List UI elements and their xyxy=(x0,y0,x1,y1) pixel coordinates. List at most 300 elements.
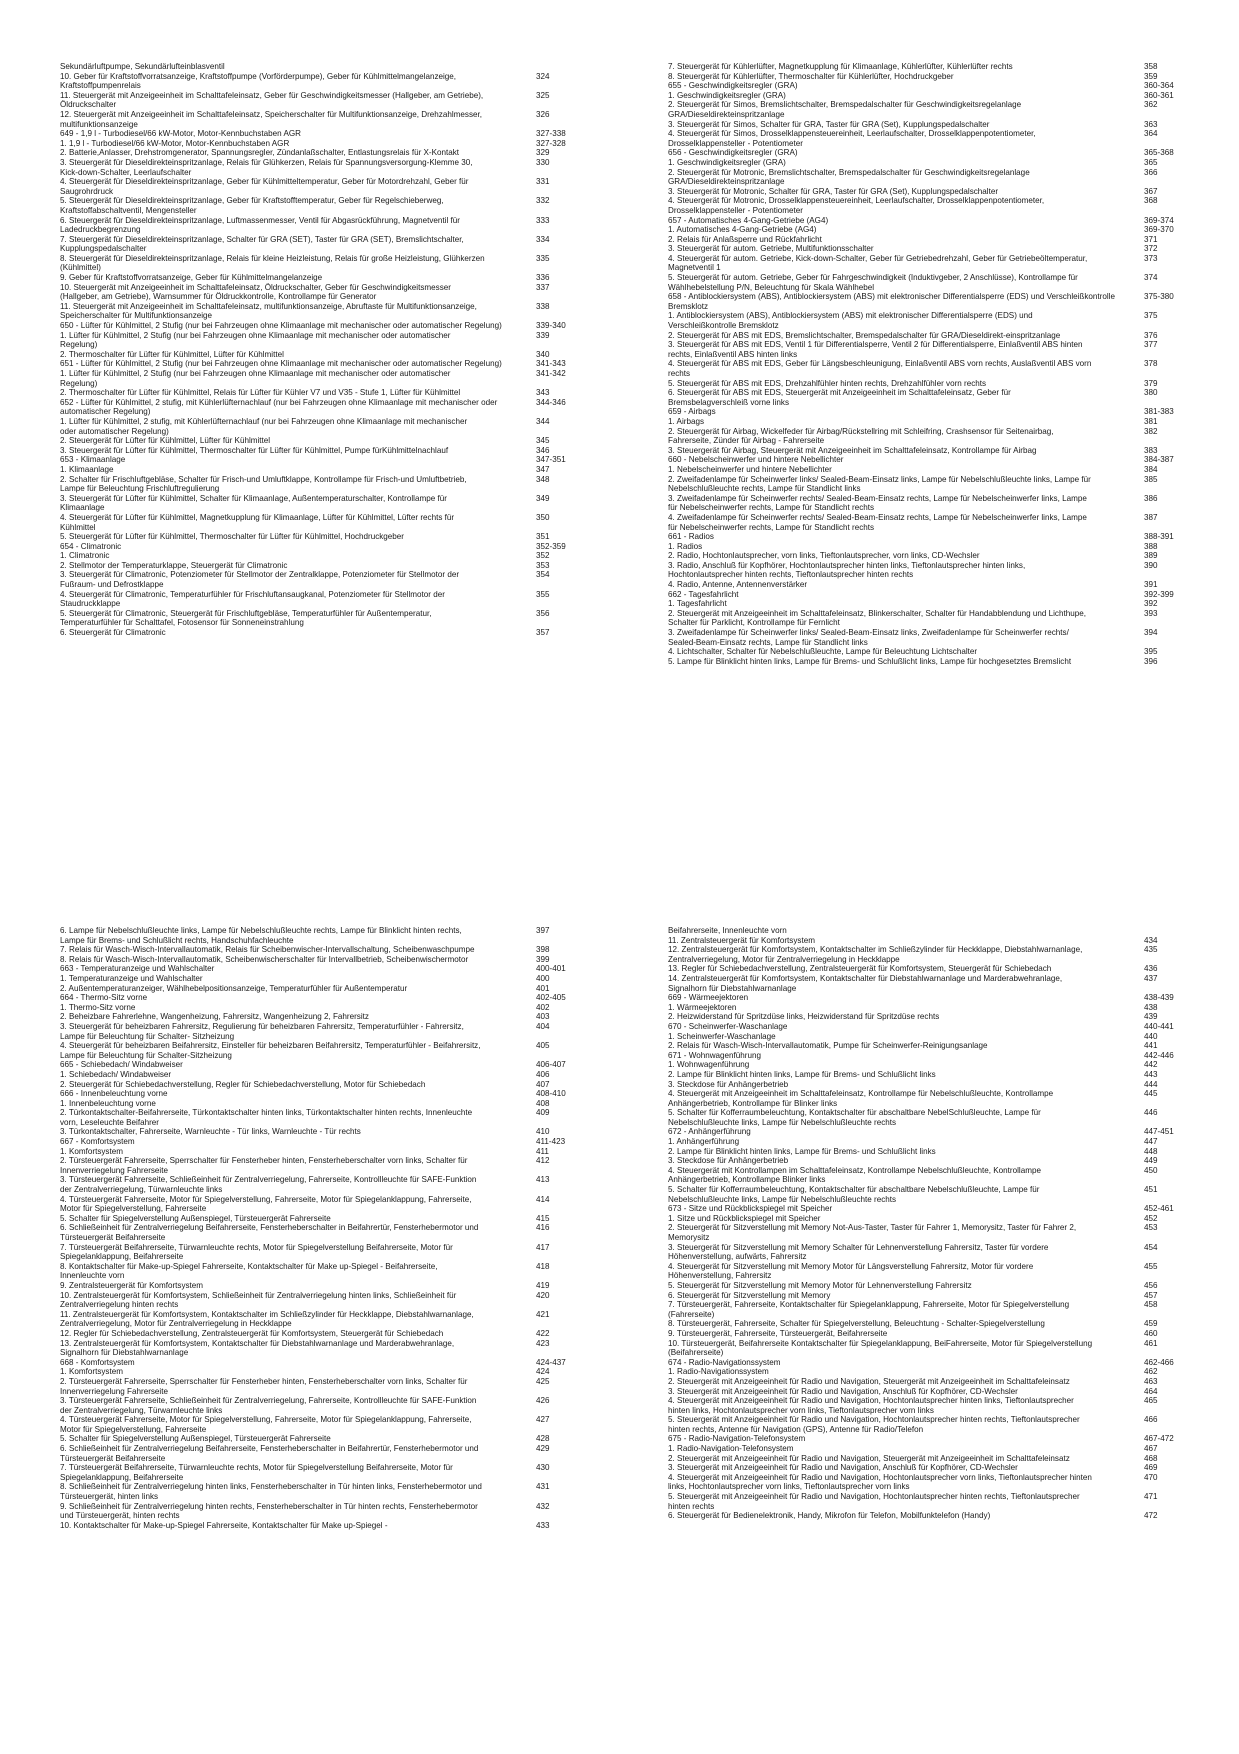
entry-title: 1. Scheinwerfer-Waschanlage xyxy=(668,1031,776,1041)
entry-title: 651 - Lüfter für Kühlmittel, 2 Stufig (nur bei Fahrzeugen ohne Klimaanlage mit mechanischer oder automatischer Regelung) xyxy=(60,359,502,369)
entry-page: 334 xyxy=(536,234,550,244)
index-entry xyxy=(60,532,550,542)
index-entry xyxy=(60,494,550,513)
entry-title: 1. Radio-Navigationssystem xyxy=(668,1367,769,1377)
index-entry xyxy=(668,1223,1158,1242)
entry-page: 341-342 xyxy=(536,369,566,378)
entry-title: 2. Heizwiderstand für Spritzdüse links, Heizwiderstand für Spritzdüse rechts xyxy=(668,1012,940,1022)
index-entry xyxy=(60,1195,550,1214)
entry-title: 4. Türsteuergerät Fahrerseite, Motor für Spiegelverstellung, Fahrerseite, Motor für Spiegelanklappung, Fahrerseite, Motor für Spiegelverstellung, Fahrerseite xyxy=(60,1194,472,1214)
index-entry xyxy=(668,1454,1158,1464)
entry-title: 3. Zweifadenlampe für Scheinwerfer links/ Sealed-Beam-Einsatz links, Zweifadenlampe für Scheinwerfer rechts/ Sealed-Beam-Einsatz rechts, Lampe für Standlicht links xyxy=(668,628,1069,647)
entry-title: 6. Schließeinheit für Zentralverriegelung Beifahrerseite, Fensterheberschalter in Beifahrertür, Fensterhebermotor und Türsteuergerät Beifahrerseite xyxy=(60,1223,479,1242)
index-entry xyxy=(668,1041,1158,1051)
entry-title: 653 - Klimaanlage xyxy=(60,455,126,465)
index-entry xyxy=(60,1108,550,1127)
entry-page: 335 xyxy=(536,253,550,263)
index-entry xyxy=(668,446,1158,456)
index-entry xyxy=(60,1415,550,1434)
entry-page: 422 xyxy=(536,1328,550,1338)
section-entry xyxy=(60,359,566,369)
entry-page: 347-351 xyxy=(536,455,566,465)
entry-title: 5. Schalter für Spiegelverstellung Außenspiegel, Türsteuergerät Fahrerseite xyxy=(60,1434,331,1444)
index-entry xyxy=(60,1339,550,1358)
entry-title: 1. Tagesfahrlicht xyxy=(668,599,727,609)
entry-page: 467 xyxy=(1144,1444,1158,1454)
entry-title: 2. Lampe für Blinklicht hinten links, Lampe für Brems- und Schlußlicht links xyxy=(668,1146,936,1156)
section-entry xyxy=(668,292,1174,311)
index-entry xyxy=(60,1012,550,1022)
entry-title: 5. Schalter für Kofferraumbeleuchtung, Kontaktschalter für abschaltbare Nebelschlußleuchte, Lampe für Nebelschlußleuchte links, Lampe für Nebelschlußleuchte rechts xyxy=(668,1185,1040,1204)
entry-page: 391 xyxy=(1144,580,1158,590)
section-entry xyxy=(668,532,1174,542)
entry-page: 329 xyxy=(536,148,550,158)
entry-page: 406-407 xyxy=(536,1060,566,1070)
entry-page: 346 xyxy=(536,445,550,455)
entry-title: 2. Thermoschalter für Lüfter für Kühlmittel, Lüfter für Kühlmittel xyxy=(60,349,284,359)
entry-page: 439 xyxy=(1144,1012,1158,1022)
entry-page: 424 xyxy=(536,1367,550,1377)
index-entry xyxy=(668,1300,1158,1319)
section-entry xyxy=(60,1060,566,1070)
entry-page: 472 xyxy=(1144,1511,1158,1521)
entry-page: 413 xyxy=(536,1175,550,1185)
entry-page: 408 xyxy=(536,1098,550,1108)
index-entry xyxy=(668,187,1158,197)
entry-title: 7. Steuergerät für Kühlerlüfter, Magnetkupplung für Klimaanlage, Kühlerlüfter, Kühlerlüfter rechts xyxy=(668,62,1013,71)
entry-page: 440-441 xyxy=(1144,1021,1174,1031)
entry-page: 411 xyxy=(536,1146,549,1156)
entry-page: 457 xyxy=(1144,1290,1158,1300)
entry-title: 4. Steuergerät für Climatronic, Temperaturfühler für Frischluftansaugkanal, Potenziometer für Stellmotor der Staudruckklappe xyxy=(60,589,445,609)
entry-page: 348 xyxy=(536,474,550,484)
entry-page: 450 xyxy=(1144,1165,1158,1175)
entry-page: 378 xyxy=(1144,359,1158,369)
entry-page: 427 xyxy=(536,1415,550,1425)
entry-title: 664 - Thermo-Sitz vorne xyxy=(60,993,148,1003)
index-entry xyxy=(668,100,1158,119)
entry-page: 381-383 xyxy=(1144,407,1174,417)
entry-title: 11. Steuergerät mit Anzeigeeinheit im Schalttafeleinsatz, Geber für Geschwindigkeitsmesser (Hallgeber, am Getriebe), Öldruckschalter xyxy=(60,90,484,110)
entry-page: 383 xyxy=(1144,445,1158,455)
entry-page: 463 xyxy=(1144,1376,1158,1386)
index-entry xyxy=(668,90,1174,101)
entry-title: 2. Batterie,Anlasser, Drehstromgenerator, Spannungsregler, Zündanlaßschalter, Entlastungsrelais für X-Kontakt xyxy=(60,148,460,158)
entry-title: Beifahrerseite, Innenleuchte vorn xyxy=(668,926,787,935)
entry-title: 9. Geber für Kraftstoffvorratsanzeige, Geber für Kühlmittelmangelanzeige xyxy=(60,273,323,283)
index-entry xyxy=(60,1310,550,1329)
entry-page: 471 xyxy=(1144,1492,1158,1502)
index-entry xyxy=(668,1080,1158,1090)
index-entry xyxy=(60,570,550,589)
entry-title: 2. Außentemperaturanzeiger, Wählhebelpositionsanzeige, Temperaturfühler für Außentemperatur xyxy=(60,983,408,993)
entry-page: 425 xyxy=(536,1376,550,1386)
entry-title: 3. Steckdose für Anhängerbetrieb xyxy=(668,1079,789,1089)
entry-page: 396 xyxy=(1144,656,1158,666)
entry-title: 671 - Wohnwagenführung xyxy=(668,1050,761,1060)
entry-title: 1. Komfortsystem xyxy=(60,1367,123,1377)
entry-page: 418 xyxy=(536,1261,550,1271)
entry-page: 336 xyxy=(536,273,550,283)
entry-title: 1. Wohnwagenführung xyxy=(668,1060,750,1070)
entry-page: 460 xyxy=(1144,1328,1158,1338)
entry-page: 350 xyxy=(536,512,550,522)
entry-title: 5. Steuergerät für Sitzverstellung mit Memory Motor für Lehnenverstellung Fahrersitz xyxy=(668,1280,972,1290)
entry-title: 1. 1,9 l - Turbodiesel/66 kW-Motor, Motor-Kennbuchstaben AGR xyxy=(60,138,290,148)
index-entry xyxy=(60,1214,550,1224)
entry-title: 3. Steuergerät für Airbag, Steuergerät mit Anzeigeeinheit im Schalttafeleinsatz, Kontrollampe für Airbag xyxy=(668,445,1037,455)
entry-page: 429 xyxy=(536,1444,550,1454)
entry-title: 2. Beheizbare Fahrerlehne, Wangenheizung, Fahrersitz, Wangenheizung 2, Fahrersitz xyxy=(60,1012,369,1022)
section-entry xyxy=(60,1089,566,1099)
entry-title: 6. Lampe für Nebelschlußleuchte links, Lampe für Nebelschlußleuchte rechts, Lampe für Blinklicht hinten rechts, Lampe für Brems- und Schlußlicht rechts, Handschuhfachleuchte xyxy=(60,926,462,945)
index-entry xyxy=(668,427,1158,446)
section-entry xyxy=(668,455,1174,465)
entry-page: 368 xyxy=(1144,196,1158,206)
index-entry xyxy=(668,551,1158,561)
index-entry xyxy=(668,1329,1158,1339)
entry-page: 415 xyxy=(536,1213,550,1223)
index-entry xyxy=(668,1415,1158,1434)
index-entry xyxy=(60,196,550,215)
entry-page: 325 xyxy=(536,90,550,100)
entry-title: 10. Zentralsteuergerät für Komfortsystem, Schließeinheit für Zentralverriegelung hinten links, Schließeinheit für Zentralverriegelung hinten rechts xyxy=(60,1290,457,1310)
section-entry xyxy=(668,148,1174,158)
entry-page: 341-343 xyxy=(536,359,566,369)
entry-title: 1. Nebelscheinwerfer und hintere Nebellichter xyxy=(668,464,832,474)
entry-title: 7. Türsteuergerät Beifahrerseite, Türwarnleuchte rechts, Motor für Spiegelverstellung Beifahrerseite, Motor für Spiegelanklappung, Beifahrerseite xyxy=(60,1242,453,1262)
index-entry xyxy=(60,1243,550,1262)
entry-title: 10. Geber für Kraftstoffvorratsanzeige, Kraftstoffpumpe (Vorförderpumpe), Geber für Kühlmittelmangelanzeige, Kraftstoffpumpenrelais xyxy=(60,71,457,91)
entry-title: 2. Steuergerät für ABS mit EDS, Bremslichtschalter, Bremspedalschalter für GRA/Dieseldirekt-einspritzanlage xyxy=(668,330,1061,340)
index-entry xyxy=(668,926,1158,936)
section-entry xyxy=(60,129,566,139)
index-entry xyxy=(668,254,1158,273)
entry-title: 6. Steuergerät für Sitzverstellung mit Memory xyxy=(668,1290,831,1300)
index-entry xyxy=(60,561,550,571)
entry-page: 466 xyxy=(1144,1415,1158,1425)
index-entry xyxy=(60,1175,550,1194)
entry-page: 470 xyxy=(1144,1472,1158,1482)
entry-page: 388-391 xyxy=(1144,532,1174,542)
index-entry xyxy=(60,283,550,302)
index-entry xyxy=(60,628,550,638)
entry-title: 3. Steuergerät für Climatronic, Potenziometer für Stellmotor der Zentralklappe, Potenziometer für Stellmotor der Fußraum- und Defrostklappe xyxy=(60,570,460,590)
entry-title: 2. Steuergerät für Motronic, Bremslichtschalter, Bremspedalschalter für Geschwindigkeitsregelanlage GRA/Dieseldirekteinspritzanlage xyxy=(668,167,1030,187)
entry-title: 10. Türsteuergerät, Beifahrerseite Kontaktschalter für Spiegelanklappung, BeiFahrerseite, Motor für Spiegelverstellung (Beifahrerseite) xyxy=(668,1338,1093,1358)
entry-page: 367 xyxy=(1144,186,1158,196)
entry-page: 388 xyxy=(1144,541,1158,551)
index-entry xyxy=(668,340,1158,359)
section-entry xyxy=(60,1357,566,1368)
entry-page: 399 xyxy=(536,954,550,964)
index-entry xyxy=(60,302,550,321)
entry-page: 375-380 xyxy=(1144,292,1174,302)
entry-page: 412 xyxy=(536,1156,550,1166)
index-entry xyxy=(60,1223,550,1242)
index-entry xyxy=(668,72,1158,82)
entry-page: 330 xyxy=(536,157,550,167)
index-entry xyxy=(60,1099,550,1109)
entry-page: 339 xyxy=(536,330,550,340)
entry-page: 387 xyxy=(1144,512,1158,522)
entry-title: 660 - Nebelscheinwerfer und hintere Nebellichter xyxy=(668,455,844,465)
entry-title: 673 - Sitze und Rückblickspiegel mit Speicher xyxy=(668,1204,833,1214)
entry-title: 7. Türsteuergerät, Fahrerseite, Kontaktschalter für Spiegelanklappung, Fahrerseite, Motor für Spiegelverstellung (Fahrerseite) xyxy=(668,1300,1070,1319)
index-entry xyxy=(60,609,550,628)
entry-page: 402-405 xyxy=(536,993,566,1003)
entry-title: 1. Thermo-Sitz vorne xyxy=(60,1002,136,1012)
entry-page: 402 xyxy=(536,1002,550,1012)
entry-page: 360-361 xyxy=(1144,90,1174,100)
index-entry xyxy=(668,1166,1158,1185)
entry-title: 3. Steuergerät für ABS mit EDS, Ventil 1 für Differentialsperre, Ventil 2 für Differentialsperre, Einlaßventil ABS hinten rechts, Einlaßventil ABS hinten links xyxy=(668,340,1083,359)
index-entry xyxy=(60,254,550,273)
index-entry xyxy=(60,1127,550,1137)
index-entry xyxy=(668,580,1158,590)
entry-page: 467-472 xyxy=(1144,1434,1174,1444)
entry-page: 419 xyxy=(536,1280,550,1290)
entry-page: 440 xyxy=(1144,1031,1158,1041)
index-entry xyxy=(668,1032,1158,1042)
entry-title: 4. Steuergerät für Motronic, Drosselklappensteuereinheit, Leerlaufschalter, Drosselklappenpotentiometer, Drosselklappensteller - Potentiometer xyxy=(668,196,1045,215)
index-entry xyxy=(668,417,1158,427)
entry-page: 420 xyxy=(536,1290,550,1300)
entry-title: 6. Steuergerät für Climatronic xyxy=(60,628,166,638)
entry-page: 356 xyxy=(536,608,550,618)
entry-title: 658 - Antiblockiersystem (ABS), Antiblockiersystem (ABS) mit elektronischer Differentialsperre (EDS) und Verschleißkontrolle Bremsklotz xyxy=(668,292,1115,311)
entry-page: 376 xyxy=(1144,330,1158,340)
index-entry xyxy=(668,1243,1158,1262)
index-entry xyxy=(60,216,550,235)
entry-page: 371 xyxy=(1144,234,1158,244)
entry-page: 397 xyxy=(536,926,550,935)
entry-title: 6. Steuergerät für ABS mit EDS, Steuergerät mit Anzeigeeinheit im Schalttafeleinsatz, Geber für Bremsbelagverschleiß vorne links xyxy=(668,388,1011,407)
section-entry xyxy=(60,397,566,417)
entry-title: 4. Steuergerät für beheizbaren Beifahrersitz, Einsteller für beheizbaren Beifahrersitz, Temperaturfühler - Beifahrersitz, Lampe für Beleuchtung für Schalter-Sitzheizung xyxy=(60,1041,481,1060)
entry-page: 327-338 xyxy=(536,129,566,139)
entry-title: 4. Zweifadenlampe für Scheinwerfer rechts/ Sealed-Beam-Einsatz rechts, Lampe für Nebelscheinwerfer links, Lampe für Nebelscheinwerfer rechts, Lampe für Standlicht rechts xyxy=(668,512,1087,532)
entry-page: 390 xyxy=(1144,560,1158,570)
index-entry xyxy=(668,1396,1158,1415)
entry-title: 5. Schalter für Kofferraumbeleuchtung, Kontaktschalter für abschaltbare NebelSchlußleuchte, Lampe für Nebelschlußleuchte links, Lampe für Nebelschlußleuchte rechts xyxy=(668,1108,1041,1127)
index-entry xyxy=(60,148,550,158)
entry-title: 3. Türsteuergerät Fahrerseite, Schließeinheit für Zentralverriegelung, Fahrerseite, Kontrollleuchte für SAFE-Funktion der Zentralverriegelung, Türwarnleuchte links xyxy=(60,1396,477,1415)
entry-title: 668 - Komfortsystem xyxy=(60,1357,135,1367)
entry-title: 649 - 1,9 l - Turbodiesel/66 kW-Motor, Motor-Kennbuchstaben AGR xyxy=(60,129,301,139)
entry-page: 447 xyxy=(1144,1137,1158,1147)
entry-title: 4. Steuergerät für Lüfter für Kühlmittel, Magnetkupplung für Klimaanlage, Lüfter für Kühlmittel, Lüfter rechts für Kühlmittel xyxy=(60,512,455,532)
index-entry xyxy=(60,955,550,965)
entry-page: 380 xyxy=(1144,388,1158,398)
entry-page: 406 xyxy=(536,1069,550,1079)
index-entry xyxy=(668,379,1158,389)
index-entry xyxy=(60,235,550,254)
index-entry xyxy=(668,273,1158,292)
entry-page: 386 xyxy=(1144,493,1158,503)
entry-title: 3. Steuergerät mit Anzeigeeinheit für Radio und Navigation, Anschluß für Kopfhörer, CD-Wechsler xyxy=(668,1386,1018,1396)
entry-page: 353 xyxy=(536,560,550,570)
entry-title: 3. Steuergerät mit Anzeigeeinheit für Radio und Navigation, Anschluß für Kopfhörer, CD-Wechsler xyxy=(668,1463,1018,1473)
index-entry xyxy=(668,1070,1158,1080)
entry-page: 445 xyxy=(1144,1089,1158,1099)
entry-title: 3. Steuergerät für Sitzverstellung mit Memory Schalter für Lehnenverstellung Fahrersitz, Taster für vordere Höhenverstellung, aufwärts, Fahrersitz xyxy=(668,1242,1049,1262)
entry-title: 2. Türsteuergerät Fahrerseite, Sperrschalter für Fensterheber hinten, Fensterheberschalter vorn links, Schalter für Innenverriegelung Fahrerseite xyxy=(60,1376,468,1396)
entry-page: 382 xyxy=(1144,426,1158,436)
entry-title: 6. Steuergerät für Bedienelektronik, Handy, Mikrofon für Telefon, Mobilfunktelefon (Handy) xyxy=(668,1511,991,1521)
index-entry xyxy=(60,513,550,532)
entry-page: 331 xyxy=(536,177,550,187)
index-entry xyxy=(668,1339,1158,1358)
entry-title: 1. Wärmeejektoren xyxy=(668,1002,737,1012)
entry-title: 659 - Airbags xyxy=(668,407,716,417)
index-entry xyxy=(668,244,1158,254)
entry-page: 409 xyxy=(536,1108,550,1118)
index-entry xyxy=(60,1482,550,1501)
section-entry xyxy=(668,1204,1174,1214)
entry-title: 3. Türkontaktschalter, Fahrerseite, Warnleuchte - Tür links, Warnleuchte - Tür rechts xyxy=(60,1127,361,1137)
index-entry xyxy=(668,1444,1158,1454)
section-entry xyxy=(60,993,566,1003)
entry-title: 5. Steuergerät für Dieseldirekteinspritzanlage, Geber für Kraftstofftemperatur, Geber für Regelschieberweg, Kraftstoffabschaltventil, Mengensteller xyxy=(60,196,444,215)
index-entry xyxy=(60,926,550,945)
entry-title: 9. Schließeinheit für Zentralverriegelung hinten rechts, Fensterheberschalter in Tür hinten rechts, Fensterhebermotor und Türsteuergerät, hinten rechts xyxy=(60,1501,478,1521)
entry-page: 421 xyxy=(536,1309,550,1319)
index-entry xyxy=(60,1281,550,1291)
entry-page: 410 xyxy=(536,1127,550,1137)
entry-page: 357 xyxy=(536,628,550,638)
entry-title: 4. Steuergerät für autom. Getriebe, Kick-down-Schalter, Geber für Getriebedrehzahl, Geber für Getriebeöltemperatur, Magnetventil 1 xyxy=(668,253,1088,273)
entry-page: 340 xyxy=(536,349,550,359)
entry-page: 327-328 xyxy=(536,138,566,148)
index-entry xyxy=(60,1434,550,1444)
entry-page: 352-359 xyxy=(536,541,566,551)
index-entry xyxy=(60,1070,550,1080)
entry-page: 448 xyxy=(1144,1146,1158,1156)
entry-title: 2. Steuergerät für Simos, Bremslichtschalter, Bremspedalschalter für Geschwindigkeitsregelanlage GRA/Dieseldirekteinspritzanlage xyxy=(668,100,1022,119)
index-entry xyxy=(60,465,550,475)
entry-title: 2. Relais für Wasch-Wisch-Intervallautomatik, Pumpe für Scheinwerfer-Reinigungsanlage xyxy=(668,1041,988,1051)
entry-title: 10. Steuergerät mit Anzeigeeinheit im Schalttafeleinsatz, Öldruckschalter, Geber für Geschwindigkeitsmesser (Hallgeber, am Getriebe), Warnsummer für Öldruckkontrolle, Kontrollampe für Generator xyxy=(60,282,451,302)
entry-page: 404 xyxy=(536,1021,550,1031)
entry-page: 351 xyxy=(536,532,550,542)
index-entry xyxy=(668,1156,1158,1166)
entry-page: 372 xyxy=(1144,244,1158,254)
entry-page: 347 xyxy=(536,464,550,474)
entry-title: 1. Lüfter für Kühlmittel, 2 Stufig (nur bei Fahrzeugen ohne Klimaanlage mit mechanischer oder automatischer Regelung) xyxy=(60,369,451,388)
entry-title: 4. Steuergerät für ABS mit EDS, Geber für Längsbeschleunigung, Einlaßventil ABS vorn rechts, Auslaßventil ABS vorn rechts xyxy=(668,359,1092,378)
entry-page: 401 xyxy=(536,983,550,993)
entry-title: 669 - Wärmeejektoren xyxy=(668,993,749,1003)
entry-title: 7. Türsteuergerät Beifahrerseite, Türwarnleuchte rechts, Motor für Spiegelverstellung Beifahrerseite, Motor für Spiegelanklappung, Beifahrerseite xyxy=(60,1463,453,1482)
index-entry xyxy=(668,936,1158,946)
entry-page: 416 xyxy=(536,1223,550,1233)
entry-title: 655 - Geschwindigkeitsregler (GRA) xyxy=(668,81,798,91)
entry-title: 1. Geschwindigkeitsregler (GRA) xyxy=(668,90,786,100)
entry-title: 667 - Komfortsystem xyxy=(60,1137,135,1147)
entry-title: 2. Steuergerät für Sitzverstellung mit Memory Not-Aus-Taster, Taster für Fahrer 1, Memorysitz, Taster für Fahrer 2, Memorysitz xyxy=(668,1223,1077,1242)
entry-page: 389 xyxy=(1144,551,1158,561)
entry-page: 452-461 xyxy=(1144,1204,1174,1214)
index-entry xyxy=(668,945,1158,964)
entry-title: 3. Radio, Anschluß für Kopfhörer, Hochtonlautsprecher hinten links, Tieftonlautsprecher hinten links, Hochtonlautsprecher hinten rechts, Tieftonlautsprecher hinten rechts xyxy=(668,560,1026,580)
entry-page: 395 xyxy=(1144,647,1158,657)
entry-title: 2. Relais für Anlaßsperre und Rückfahrlicht xyxy=(668,234,822,244)
entry-title: 12. Zentralsteuergerät für Komfortsystem, Kontaktschalter im Schließzylinder für Heckklappe, Diebstahlwarnanlage, Zentralverriegelung, Motor für Zentralverriegelung in Heckklappe xyxy=(668,945,1083,964)
entry-page: 324 xyxy=(536,71,550,81)
entry-page: 435 xyxy=(1144,945,1158,955)
index-entry xyxy=(60,1022,550,1041)
entry-title: 652 - Lüfter für Kühlmittel, 2 stufig, mit Kühlerlüfternachlauf (nur bei Fahrzeugen ohne Klimaanlage mit mechanischer oder automatischer Regelung) xyxy=(60,397,498,417)
entry-page: 358 xyxy=(1144,62,1158,71)
entry-page: 441 xyxy=(1144,1041,1158,1051)
index-entry xyxy=(668,120,1158,130)
entry-page: 414 xyxy=(536,1194,550,1204)
entry-title: 665 - Schiebedach/ Windabweiser xyxy=(60,1060,183,1070)
entry-title: 5. Steuergerät mit Anzeigeeinheit für Radio und Navigation, Hochtonlautsprecher hinten rechts, Tieftonlautsprecher hinten rechts xyxy=(668,1492,1080,1511)
entry-title: 13. Regler für Schiebedachverstellung, Zentralsteuergerät für Komfortsystem, Steuergerät für Schiebedach xyxy=(668,964,1052,974)
index-entry xyxy=(60,417,550,436)
entry-title: 1. Lüfter für Kühlmittel, 2 Stufig (nur bei Fahrzeugen ohne Klimaanlage mit mechanischer oder automatischer Regelung) xyxy=(60,330,451,350)
entry-title: 5. Steuergerät für ABS mit EDS, Drehzahlfühler hinten rechts, Drehzahlfühler vorn rechts xyxy=(668,378,987,388)
index-entry xyxy=(668,542,1158,552)
index-entry xyxy=(668,1377,1158,1387)
index-entry xyxy=(60,1377,550,1396)
entry-page: 465 xyxy=(1144,1396,1158,1406)
index-entry xyxy=(60,1521,550,1531)
entry-title: 6. Schließeinheit für Zentralverriegelung Beifahrerseite, Fensterheberschalter in Beifahrertür, Fensterhebermotor und Türsteuergerät Beifahrerseite xyxy=(60,1444,479,1463)
index-entry xyxy=(60,369,566,388)
entry-page: 343 xyxy=(536,388,550,398)
entry-title: 2. Steuergerät mit Anzeigeeinheit für Radio und Navigation, Steuergerät mit Anzeigeeinheit im Schalttafeleinsatz xyxy=(668,1453,1070,1463)
entry-title: 7. Relais für Wasch-Wisch-Intervallautomatik, Relais für Scheibenwischer-Intervallschaltung, Scheibenwaschpumpe xyxy=(60,945,475,955)
entry-title: 1. Automatisches 4-Gang-Getriebe (AG4) xyxy=(668,225,817,235)
index-entry xyxy=(668,561,1158,580)
entry-page: 447-451 xyxy=(1144,1127,1174,1137)
entry-title: 2. Steuergerät für Airbag, Wickelfeder für Airbag/Rückstellring mit Schleifring, Crashsensor für Seitenairbag, Fahrerseite, Zünder für Airbag - Fahrerseite xyxy=(668,426,1054,446)
entry-title: 2. Schalter für Frischluftgebläse, Schalter für Frisch-und Umluftklappe, Kontrollampe für Frisch-und Umluftbetrieb, Lampe für Beleuchtung Frischluftregulierung xyxy=(60,474,467,494)
entry-page: 424-437 xyxy=(536,1357,566,1367)
entry-page: 384 xyxy=(1144,464,1158,474)
entry-page: 354 xyxy=(536,570,550,580)
entry-title: 4. Steuergerät für Dieseldirekteinspritzanlage, Geber für Kühlmitteltemperatur, Geber für Motordrehzahl, Geber für Saugrohrdruck xyxy=(60,177,469,196)
entry-page: 365-368 xyxy=(1144,148,1174,158)
index-entry xyxy=(668,1108,1158,1127)
entry-page: 430 xyxy=(536,1463,550,1473)
entry-page: 393 xyxy=(1144,608,1158,618)
index-entry xyxy=(60,475,550,494)
entry-page: 438-439 xyxy=(1144,993,1174,1003)
entry-title: 7. Steuergerät für Dieseldirekteinspritzanlage, Schalter für GRA (SET), Taster für GRA (SET), Bremslichtschalter, Kupplungspedalschalter xyxy=(60,234,464,254)
entry-page: 458 xyxy=(1144,1300,1158,1310)
index-entry xyxy=(668,168,1158,187)
index-entry xyxy=(60,974,550,984)
index-entry xyxy=(668,974,1158,993)
entry-title: 12. Steuergerät mit Anzeigeeinheit im Schalttafeleinsatz, Speicherschalter für Multifunktionsanzeige, Drehzahlmesser, multifunktionsanzeige xyxy=(60,109,482,129)
entry-title: 1. Climatronic xyxy=(60,551,110,561)
index-entry xyxy=(60,273,550,283)
entry-page: 446 xyxy=(1144,1108,1158,1118)
entry-title: Sekundärluftpumpe, Sekundärlufteinblasventil xyxy=(60,62,225,71)
entry-page: 338 xyxy=(536,301,550,311)
entry-page: 373 xyxy=(1144,253,1158,263)
index-entry xyxy=(668,359,1158,378)
index-entry xyxy=(668,1387,1158,1397)
section-entry xyxy=(60,1137,566,1147)
index-entry xyxy=(668,158,1158,168)
entry-page: 377 xyxy=(1144,340,1158,350)
entry-page: 374 xyxy=(1144,273,1158,283)
